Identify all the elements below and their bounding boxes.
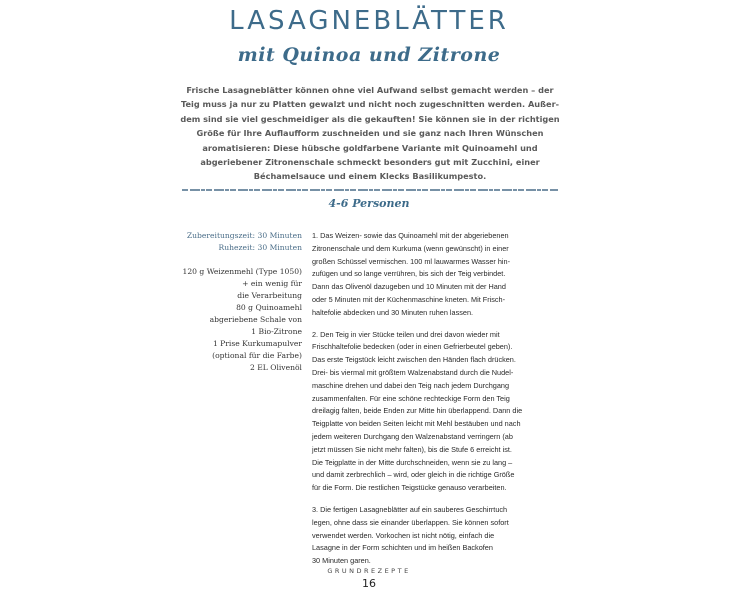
intro-line: Frische Lasagneblätter können ohne viel Aufwand selbst gemacht werden – der — [186, 85, 554, 95]
ingredient-item: 2 EL Olivenöl — [249, 363, 302, 372]
step-line: 1. Das Weizen- sowie das Quinoamehl mit der abgeriebenen — [312, 231, 509, 240]
intro-line: abgeriebener Zitronenschale schmeckt besonders gut mit Zucchini, einer — [200, 157, 540, 168]
ingredient-item: 1 Prise Kurkumapulver — [212, 339, 302, 348]
step-3 — [312, 504, 556, 568]
step-line: Dann das Olivenöl dazugeben und 10 Minuten mit der Hand — [312, 282, 506, 292]
step-line: haltefolie abdecken und 30 Minuten ruhen lassen. — [312, 307, 474, 317]
step-line: Teigplatte von beiden Seiten leicht mit Mehl bestäuben und nach — [312, 419, 521, 429]
step-line: 30 Minuten garen. — [312, 556, 371, 566]
step-line: großen Schüssel vermischen. 100 ml lauwarmes Wasser hin- — [312, 256, 511, 266]
section-divider — [182, 189, 558, 191]
ingredient-item: (optional für die Farbe) — [212, 351, 302, 360]
step-2 — [312, 329, 556, 495]
rest-time: Ruhezeit: 30 Minuten — [218, 243, 302, 252]
step-line: dreilagig falten, beide Enden zur Mitte hin überlappend. Dann die — [312, 406, 523, 416]
step-line: Die Teigplatte in der Mitte durchschneiden, wenn sie zu lang – — [312, 457, 513, 467]
step-line: verwendet werden. Vorkochen ist nicht nötig, einfach die — [312, 530, 495, 540]
servings-label: 4-6 Personen — [328, 197, 410, 210]
ingredients-sidebar — [150, 230, 302, 374]
step-line: Drei- bis viermal mit größtem Walzenabstand durch die Nudel- — [312, 367, 514, 377]
intro-paragraph — [178, 83, 562, 184]
step-line: legen, ohne dass sie einander überlappen. Sie können sofort — [312, 517, 509, 527]
step-line: jetzt müssen Sie nicht mehr falten), bis die Stufe 6 erreicht ist. — [312, 444, 512, 454]
step-line: Lasagne in der Form schichten und im heißen Backofen — [312, 543, 493, 553]
step-line: für die Form. Die restlichen Teigstücke genauso verarbeiten. — [312, 483, 507, 493]
step-1 — [312, 230, 556, 320]
time-info — [150, 230, 302, 254]
ingredient-item: abgeriebene Schale von — [209, 315, 302, 324]
recipe-subtitle: mit Quinoa und Zitrone — [237, 44, 501, 66]
ingredient-item: + ein wenig für — [242, 279, 302, 288]
step-line: zufügen und so lange verrühren, bis sich der Teig verbindet. — [312, 269, 506, 279]
page-number: 16 — [362, 577, 376, 590]
step-line: maschine drehen und dabei den Teig nach jedem Durchgang — [312, 380, 510, 390]
step-line: zusammenfalten. Für eine schöne rechteckige Form den Teig — [312, 393, 510, 403]
intro-line: Béchamelsauce und einem Klecks Basilikumpesto. — [253, 171, 487, 182]
ingredient-item: die Verarbeitung — [237, 291, 302, 300]
prep-time: Zubereitungszeit: 30 Minuten — [186, 231, 302, 240]
step-line: 3. Die fertigen Lasagneblätter auf ein sauberes Geschirrtuch — [312, 504, 508, 514]
ingredient-item: 1 Bio-Zitrone — [251, 327, 302, 336]
step-line: Das erste Teigstück leicht zwischen den Händen flach drücken. — [312, 355, 516, 365]
section-label: GRUNDREZEPTE — [327, 567, 411, 575]
intro-line: Teig muss ja nur zu Platten gewalzt und nicht noch zugeschnitten werden. Außer- — [180, 99, 560, 110]
ingredient-item: 80 g Quinoamehl — [236, 303, 302, 312]
intro-line: aromatisieren: Diese hübsche goldfarbene Variante mit Quinoamehl und — [202, 142, 538, 153]
intro-line: dem sind sie viel geschmeidiger als die gekauften! Sie können sie in der richtigen — [180, 113, 560, 124]
step-line: und damit zerbrechlich – wird, oder gleich in die richtige Größe — [312, 470, 515, 480]
step-line: Zitronenschale und dem Kurkuma (wenn gewünscht) in einer — [312, 243, 509, 253]
step-line: oder 5 Minuten mit der Küchenmaschine kneten. Mit Frisch- — [312, 294, 506, 304]
ingredient-item: 120 g Weizenmehl (Type 1050) — [182, 267, 302, 276]
method-steps — [312, 230, 556, 577]
step-line: Frischhaltefolie bedecken (oder in einen Gefrierbeutel geben). — [312, 342, 513, 352]
intro-line: Größe für Ihre Auflaufform zuschneiden und sie ganz nach Ihren Wünschen — [196, 128, 544, 139]
recipe-title: LASAGNEBLÄTTER — [229, 6, 509, 36]
step-line: 2. Den Teig in vier Stücke teilen und drei davon wieder mit — [312, 329, 500, 339]
step-line: jedem weiteren Durchgang den Walzenabstand verringern (ab — [312, 431, 513, 441]
